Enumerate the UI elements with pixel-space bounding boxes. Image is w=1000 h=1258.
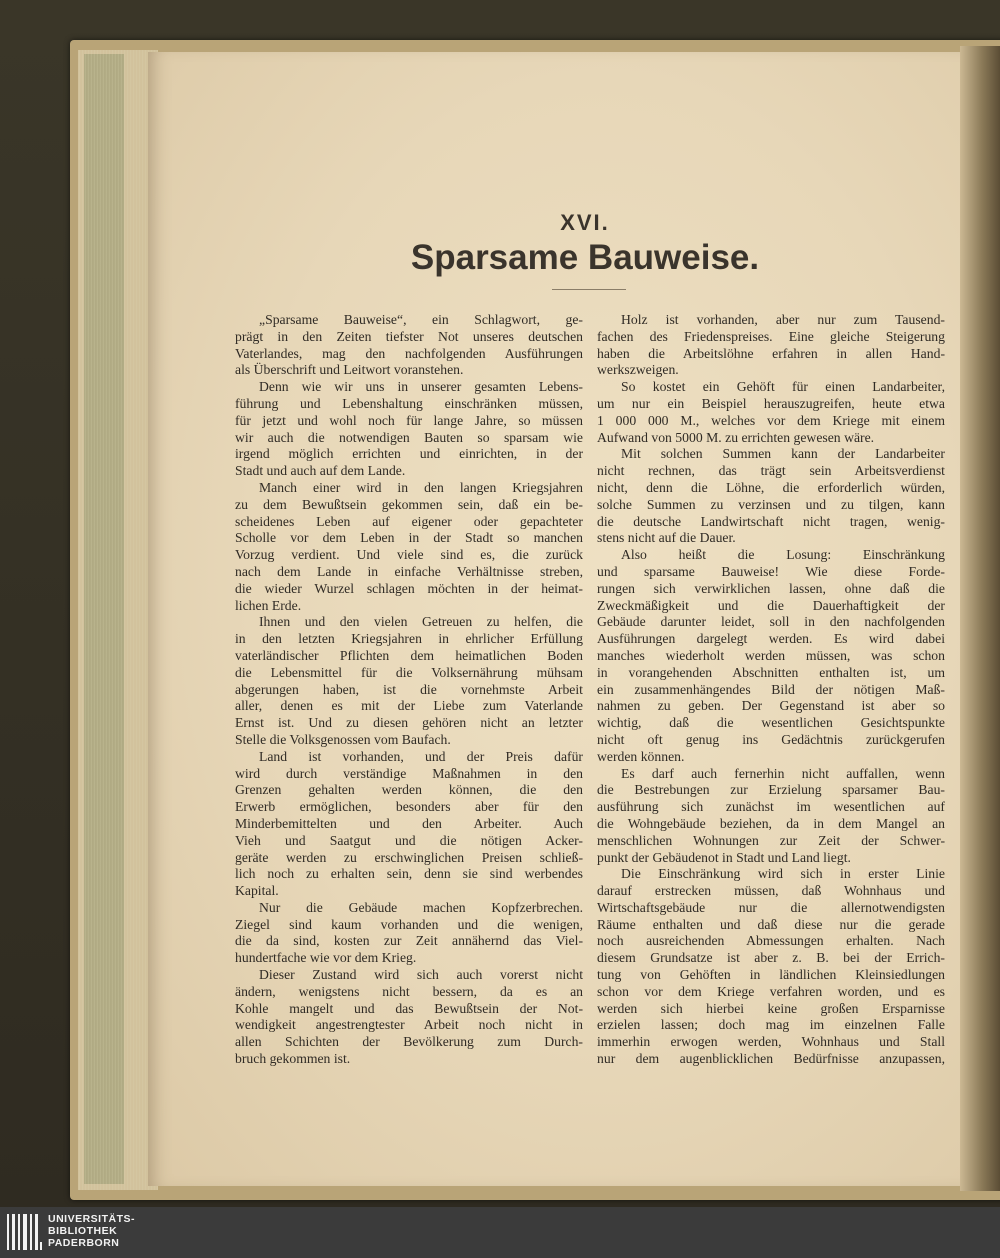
text-line: Ausführungen dargelegt werden. Es wird dabei [597,631,945,647]
text-line: die Wohngebäude beziehen, da in dem Mangel an [597,815,945,831]
text-line: nur dem augenblicklichen Bedürfnisse anzupassen, [597,1051,945,1067]
text-line: die deutsche Landwirtschaft nicht tragen, wenig- [597,513,945,529]
text-line: Scholle vor dem Leben in der Stadt so manchen [235,530,583,546]
text-line: Minderbemittelten und den Arbeiter. Auch [235,815,583,831]
text-line: Die Einschränkung wird sich in erster Linie [621,866,945,882]
text-line: menschlichen Wohnungen zur Zeit der Schwer- [597,832,945,848]
text-line: in den letzten Kriegsjahren in ehrlicher Erfüllung [235,631,583,647]
text-line: Land ist vorhanden, und der Preis dafür [259,748,583,764]
text-line: Manch einer wird in den langen Kriegsjahren [259,479,583,495]
text-line: rungen sich verwirklichen lassen, ohne daß die [597,580,945,596]
text-line: Vieh und Saatgut und die nötigen Acker- [235,832,583,848]
title-divider [552,289,626,290]
text-line: darauf erstrecken müssen, daß Wohnhaus und [597,883,945,899]
text-line: in vorangehenden Abschnitten enthalten ist, um [597,664,945,680]
text-line: haben die Arbeitslöhne erfahren in allen Hand- [597,345,945,361]
text-line: zu dem Bewußtsein gekommen sein, daß ein be- [235,496,583,512]
text-line: Ziegel sind kaum vorhanden und die wenigen, [235,916,583,932]
text-line: So kostet ein Gehöft für einen Landarbeiter, [621,379,945,395]
library-name-line: PADERBORN [48,1237,120,1249]
text-line: Grenzen gehalten werden können, die den [235,782,583,798]
text-line: prägt in den Zeiten tiefster Not unseres deutschen [235,328,583,344]
text-line: tung von Gehöften in ländlichen Kleinsiedlungen [597,967,945,983]
text-line: nicht, denn die Löhne, die erforderlich würden, [597,479,945,495]
text-line: Mit solchen Summen kann der Landarbeiter [621,446,945,462]
text-line: 1 000 000 M., welches vor dem Kriege mit einem [597,412,945,428]
text-line: solche Summen zu verzinsen und zu tilgen, kann [597,496,945,512]
text-line: scheidenes Leben auf eigener oder gepachteter [235,513,583,529]
library-footer-bar [0,1207,1000,1258]
text-line: die wieder Wurzel schlagen möchten in der heimat- [235,580,583,596]
text-line: nicht rechnen, das trägt sein Arbeitsverdienst [597,463,945,479]
text-line: Gebäude darunter leidet, soll in den nachfolgenden [597,614,945,630]
library-name-line: UNIVERSITÄTS- [48,1213,136,1225]
text-line: Kapital. [235,883,279,899]
text-line: Zweckmäßigkeit und die Dauerhaftigkeit der [597,597,945,613]
library-name-line: BIBLIOTHEK [48,1225,118,1237]
text-line: „Sparsame Bauweise“, ein Schlagwort, ge- [259,312,583,327]
text-line: geräte werden zu erschwinglichen Preisen schließ- [235,849,583,865]
text-line: abgerungen haben, ist die vornehmste Arbeit [235,681,583,697]
text-line: werden sich hierbei keine großen Ersparnisse [597,1000,945,1016]
text-line: Also heißt die Losung: Einschränkung [621,547,945,563]
text-line: Dieser Zustand wird sich auch vorerst nicht [259,967,583,983]
text-line: Aufwand von 5000 M. zu errichten gewesen wäre. [597,429,875,445]
text-column-left [235,312,583,1068]
text-line: Nur die Gebäude machen Kopfzerbrechen. [259,899,583,915]
text-line: wichtig, daß die wesentlichen Gesichtspunkte [597,715,945,731]
text-line: aller, denen es mit der Liebe zum Vaterlande [235,698,583,714]
text-line: Ihnen und den vielen Getreuen zu helfen, die [259,614,583,630]
text-line: erzielen lassen; doch mag im einzelnen Falle [597,1017,945,1033]
text-line: allen Schichten der Bevölkerung zum Durch- [235,1034,583,1050]
text-line: bruch gekommen ist. [235,1051,351,1067]
text-line: wird durch verständige Maßnahmen in den [235,765,583,781]
library-name [48,1213,135,1249]
text-line: Ernst ist. Und zu diesen gehören nicht an letzter [235,715,583,731]
text-line: irgend möglich errichten und einrichten, in der [235,446,583,462]
text-line: manches wiederholt werden müssen, was schon [597,647,945,663]
text-line: und sparsame Bauweise! Wie diese Forde- [597,563,945,579]
text-line: die Lebensmittel für die Volksernährung mühsam [235,664,583,680]
text-line: wendigkeit angestrengtester Arbeit noch nicht in [235,1017,583,1033]
text-line: vaterländischer Pflichten dem heimatlichen Boden [235,647,583,663]
text-line: Räume enthalten und daß diese nur die gerade [597,916,945,932]
chapter-title: Sparsame Bauweise. [410,238,760,277]
page-edge-tint [84,54,124,1184]
text-line: für jetzt und wohl noch für lange Jahre, so müssen [235,412,583,428]
text-line: nicht oft genug ins Gedächtnis zurückgerufen [597,731,945,747]
text-line: Erwerb ermöglichen, besonders aber für den [235,799,583,815]
text-line: hundertfache wie vor dem Krieg. [235,950,417,966]
text-line: Wirtschaftsgebäude nur die allernotwendigsten [597,899,945,915]
text-line: ausführung sich zunächst im wesentlichen auf [597,799,945,815]
book-gutter [960,46,1000,1191]
text-line: schon vor dem Kriege verfahren worden, und es [597,983,945,999]
text-line: Holz ist vorhanden, aber nur zum Tausend- [621,312,945,327]
text-line: Kohle mangelt und das Bewußtsein der Not- [235,1000,583,1016]
text-line: Stadt und auch auf dem Lande. [235,463,406,479]
text-line: um nur ein Beispiel herauszugreifen, heute etwa [597,395,945,411]
text-line: führung und Lebenshaltung einschränken müssen, [235,395,583,411]
text-line: Vorzug verdient. Und viele sind es, die zurück [235,547,583,563]
text-line: stens nicht auf die Dauer. [597,530,736,546]
text-line: als Überschrift und Leitwort voranstehen. [235,362,464,378]
text-line: die da sind, kosten zur Zeit annähernd das Viel- [235,933,583,949]
text-line: punkt der Gebäudenot in Stadt und Land liegt. [597,849,851,865]
text-line: die Bestrebungen zur Erzielung sparsamer Bau- [597,782,945,798]
text-line: nach dem Lande in einfache Verhältnisse streben, [235,563,583,579]
text-line: ein zusammenhängendes Bild der nötigen Maß- [597,681,945,697]
text-line: nahmen zu geben. Der Gegenstand ist aber so [597,698,945,714]
text-line: immerhin erwogen werden, Wohnhaus und Stall [597,1034,945,1050]
text-line: fachen des Friedenspreises. Eine gleiche Steigerung [597,328,945,344]
text-line: werkszweigen. [597,362,679,378]
text-column-right [597,312,945,1068]
text-line: Vaterlandes, mag den nachfolgenden Ausführungen [235,345,583,361]
text-line: lichen Erde. [235,597,302,613]
text-line: ändern, wenigstens nicht bessern, da es an [235,983,583,999]
text-line: Denn wie wir uns in unserer gesamten Lebens- [259,379,583,395]
text-line: lich noch zu erhalten sein, denn sie sind werbendes [235,866,583,882]
text-line: noch ausreichenden Abmessungen erhalten. Nach [597,933,945,949]
text-line: Es darf auch fernerhin nicht auffallen, wenn [621,765,945,781]
text-line: diesem Grundsatze ist aber z. B. bei der Errich- [597,950,945,966]
text-line: Stelle die Volksgenossen vom Baufach. [235,731,451,747]
text-line: werden können. [597,748,685,764]
text-line: wir auch die notwendigen Bauten so sparsam wie [235,429,583,445]
library-logo-icon [6,1212,42,1254]
chapter-number: XVI. [560,210,610,235]
